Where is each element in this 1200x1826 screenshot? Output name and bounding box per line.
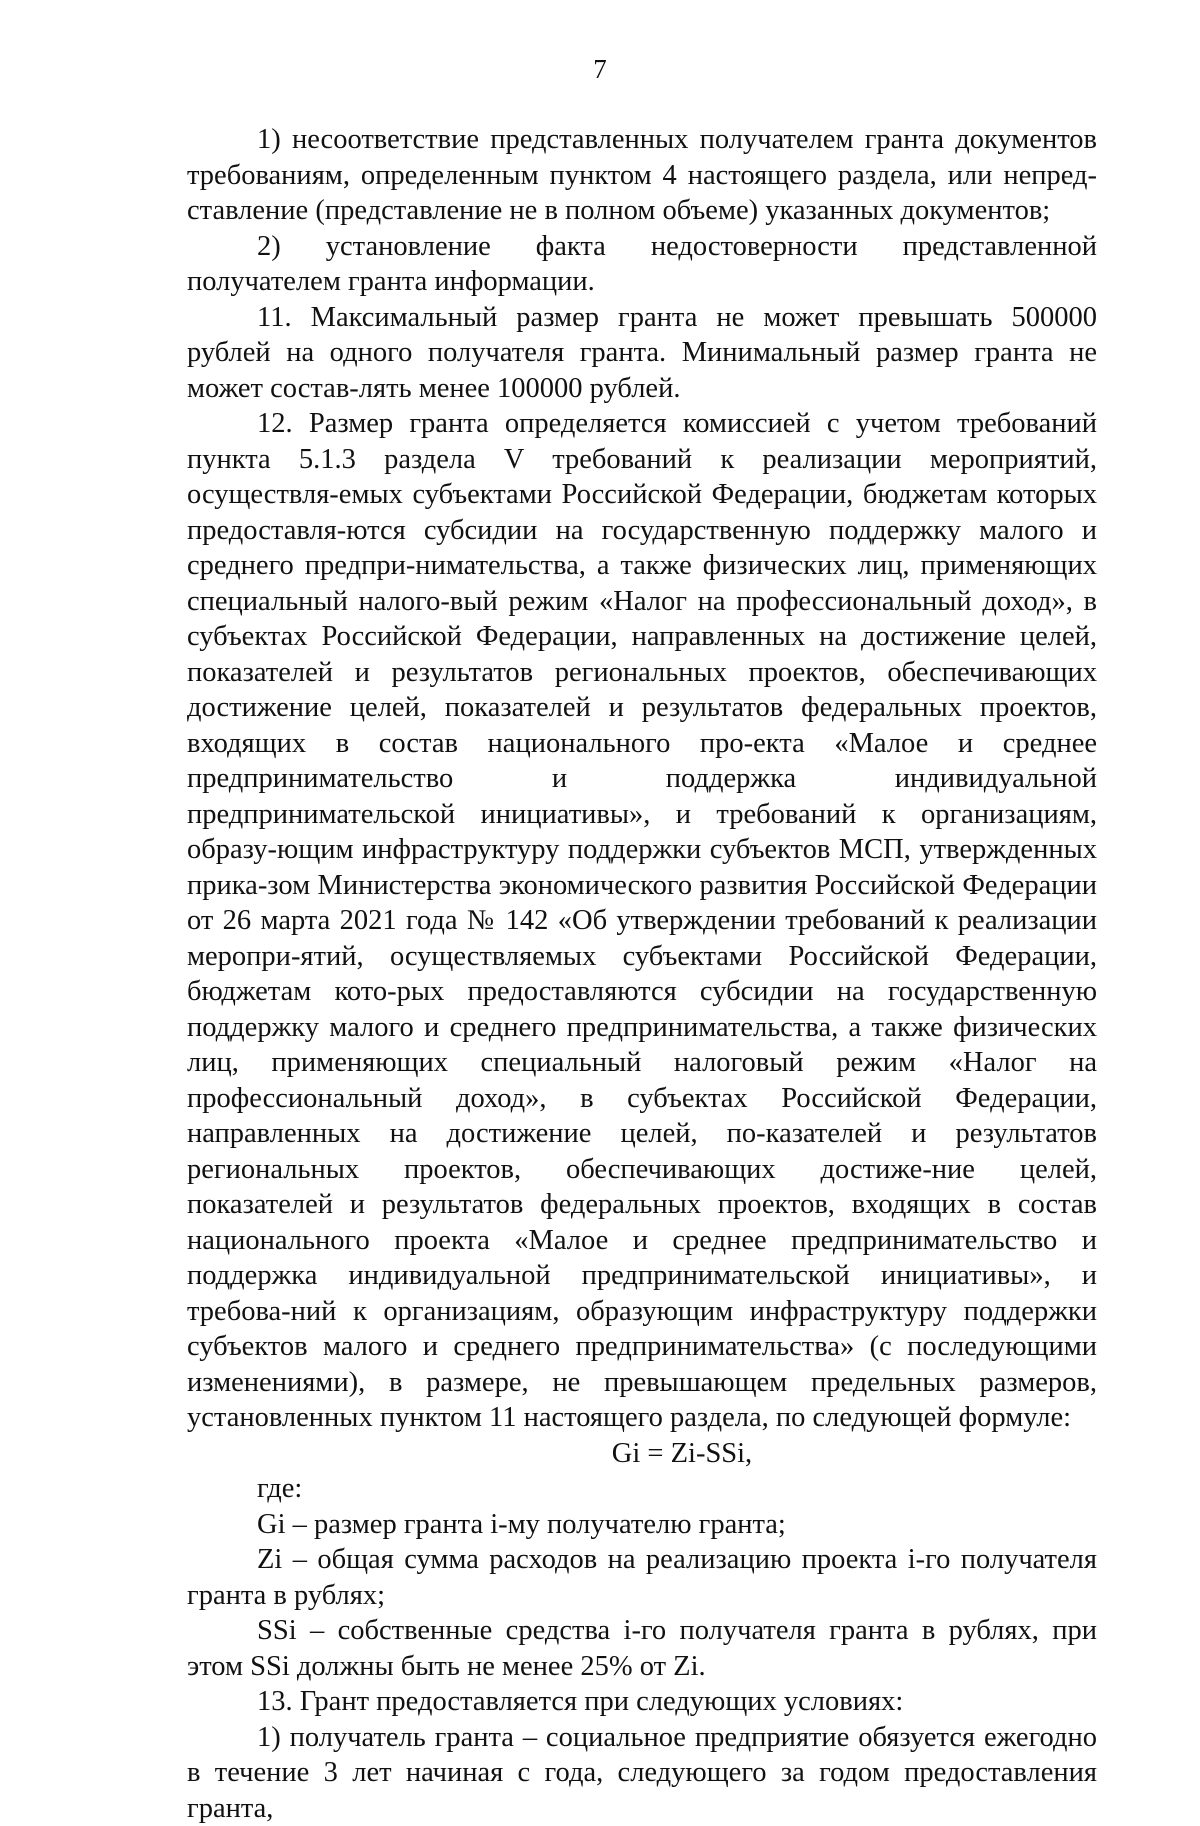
document-body: [187, 122, 1097, 1826]
paragraph-11-max-grant: 11. Максимальный размер гранта не может превышать 500000 рублей на одного получателя гранта. Минимальный размер гранта не может состав-лять менее 100000 рублей.: [187, 300, 1097, 407]
paragraph-12-grant-size: 12. Размер гранта определяется комиссией с учетом требований пункта 5.1.3 раздела V требований к реализации мероприятий, осуществля-емых субъектами Российской Федерации, бюджетам которых предоставля-ются субсидии на государственную поддержку малого и среднего предпри-нимательства, а также физических лиц, применяющих специальный налого-вый режим «Налог на профессиональный доход», в субъектах Российской Федерации, направленных на достижение целей, показателей и результатов региональных проектов, обеспечивающих достижение целей, показателей и результатов федеральных проектов, входящих в состав национального про-екта «Малое и среднее предпринимательство и поддержка индивидуальной предпринимательской инициативы», и требований к организациям, образу-ющим инфраструктуру поддержки субъектов МСП, утвержденных прика-зом Министерства экономического развития Российской Федерации от 26 марта 2021 года № 142 «Об утверждении требований к реализации меропри-ятий, осуществляемых субъектами Российской Федерации, бюджетам кото-рых предоставляются субсидии на государственную поддержку малого и среднего предпринимательства, а также физических лиц, применяющих специальный налоговый режим «Налог на профессиональный доход», в субъектах Российской Федерации, направленных на достижение целей, по-казателей и результатов региональных проектов, обеспечивающих достиже-ние целей, показателей и результатов федеральных проектов, входящих в состав национального проекта «Малое и среднее предпринимательство и поддержка индивидуальной предпринимательской инициативы», и требова-ний к организациям, образующим инфраструктуру поддержки субъектов малого и среднего предпринимательства» (с последующими изменениями), в размере, не превышающем предельных размеров, установленных пунктом 11 настоящего раздела, по следующей формуле:: [187, 406, 1097, 1436]
definition-zi: Zi – общая сумма расходов на реализацию проекта i-го получателя гранта в рублях;: [187, 1542, 1097, 1613]
definition-gi: Gi – размер гранта i-му получателю гранта;: [187, 1507, 1097, 1543]
paragraph-13-condition-1: 1) получатель гранта – социальное предприятие обязуется ежегодно в течение 3 лет начиная с года, следующего за годом предоставления гранта,: [187, 1720, 1097, 1826]
definition-ssi: SSi – собственные средства i-го получателя гранта в рублях, при этом SSi должны быть не менее 25% от Zi.: [187, 1613, 1097, 1684]
paragraph-refusal-reason-2: 2) установление факта недостоверности представленной получателем гранта информации.: [187, 229, 1097, 300]
paragraph-refusal-reason-1: 1) несоответствие представленных получателем гранта документов требованиям, определенным пунктом 4 настоящего раздела, или непред-ставление (представление не в полном объеме) указанных документов;: [187, 122, 1097, 229]
grant-formula: Gi = Zi-SSi,: [187, 1436, 1097, 1472]
formula-where: где:: [187, 1471, 1097, 1507]
page-number: 7: [0, 54, 1200, 84]
paragraph-13-conditions: 13. Грант предоставляется при следующих условиях:: [187, 1684, 1097, 1720]
